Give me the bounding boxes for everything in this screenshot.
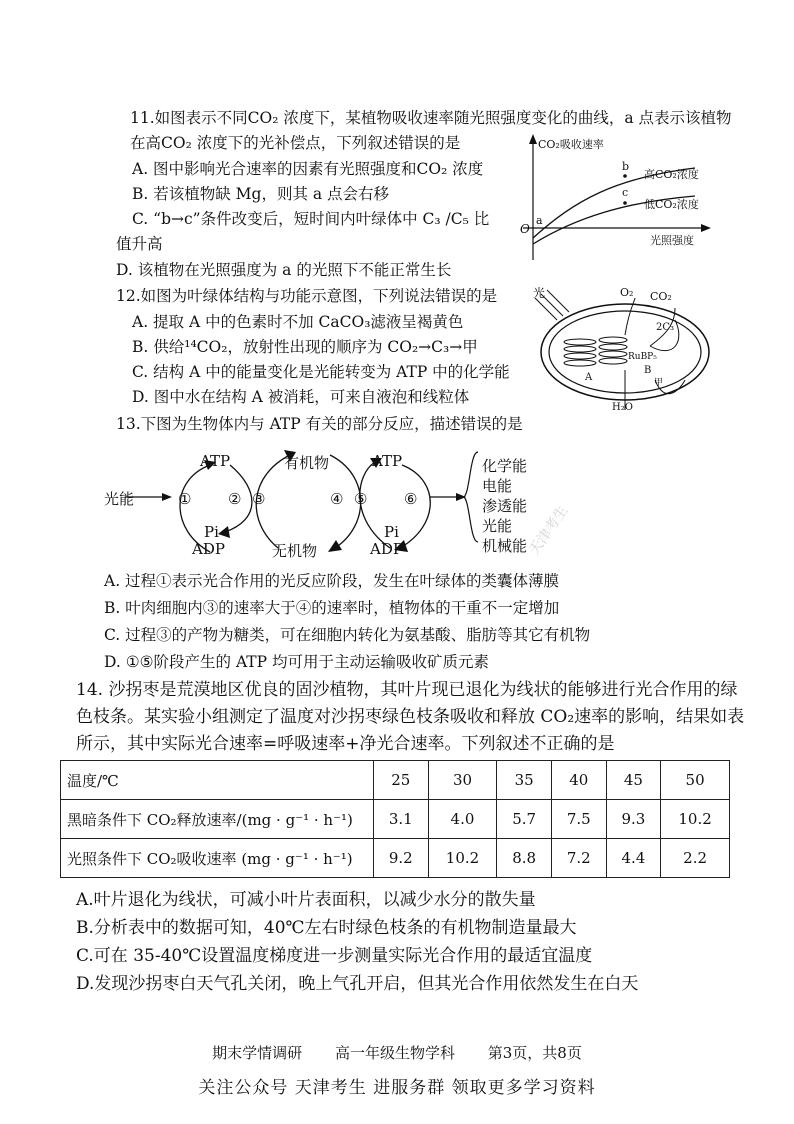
- energy-electric: 电能: [482, 477, 513, 495]
- q12-stem: 12.如图为叶绿体结构与功能示意图，下列说法错误的是: [116, 287, 498, 305]
- temperature-co2-table: [60, 760, 730, 878]
- graph-point-b: b: [622, 160, 630, 173]
- promo-text: 关注公众号 天津考生 进服务群 领取更多学习资料: [198, 1078, 596, 1098]
- diagram-h2o-label: H₂O: [612, 402, 633, 413]
- q13-option-d: D. ①⑤阶段产生的 ATP 均可用于主动运输吸收矿质元素: [104, 653, 489, 671]
- inorganic-label: 无机物: [272, 542, 318, 560]
- table-cell: 2.2: [661, 839, 730, 878]
- table-cell: 10.2: [661, 800, 730, 839]
- table-cell: 7.5: [551, 800, 606, 839]
- adp-label-1: ADP: [192, 540, 225, 558]
- table-header-cell: 25: [374, 761, 429, 800]
- q14-stem-line1: 14. 沙拐枣是荒漠地区优良的固沙植物，其叶片现已退化为线状的能够进行光合作用的绿: [76, 680, 738, 700]
- footer-page-number: 第3页，共8页: [487, 1044, 582, 1062]
- organic-label: 有机物: [284, 454, 330, 472]
- q12-option-a: A. 提取 A 中的色素时不加 CaCO₃滤液呈褐黄色: [132, 313, 464, 331]
- graph-origin: O: [520, 222, 530, 236]
- table-row: [61, 800, 730, 839]
- atp-label-1: ATP: [200, 452, 231, 470]
- table-row: [61, 839, 730, 878]
- diagram-jia-label: 甲: [654, 378, 664, 388]
- q13-option-b: B. 叶肉细胞内③的速率大于④的速率时，植物体的干重不一定增加: [104, 599, 560, 617]
- q11-stem-line1: 11.如图表示不同CO₂ 浓度下，某植物吸收速率随光照强度变化的曲线，a 点表示该植物: [130, 109, 732, 127]
- table-cell: 10.2: [428, 839, 497, 878]
- graph-ylabel: CO₂吸收速率: [538, 138, 604, 151]
- diagram-a-label: A: [585, 372, 593, 383]
- q13-option-c: C. 过程③的产物为糖类，可在细胞内转化为氨基酸、脂肪等其它有机物: [104, 626, 591, 644]
- page-footer: [0, 1042, 794, 1063]
- table-header-cell: 45: [606, 761, 661, 800]
- watermark: 天津考生: [526, 503, 572, 559]
- graph-label-low: 低CO₂浓度: [644, 198, 699, 211]
- energy-light: 光能: [482, 517, 513, 535]
- adp-label-2: ADP: [370, 540, 403, 558]
- q12-option-c: C. 结构 A 中的能量变化是光能转变为 ATP 中的化学能: [132, 363, 510, 381]
- table-row-label: 光照条件下 CO₂吸收速率 (mg · g⁻¹ · h⁻¹): [61, 839, 374, 878]
- chloroplast-diagram: [525, 280, 715, 420]
- table-header-cell: 30: [428, 761, 497, 800]
- graph-label-high: 高CO₂浓度: [644, 168, 699, 181]
- diagram-co2-label: CO₂: [650, 290, 672, 303]
- q13-option-a: A. 过程①表示光合作用的光反应阶段，发生在叶绿体的类囊体薄膜: [104, 572, 560, 590]
- diagram-light-label: 光: [533, 286, 546, 300]
- q11-stem-line2: 在高CO₂ 浓度下的光补偿点，下列叙述错误的是: [130, 134, 461, 152]
- table-cell: 5.7: [497, 800, 552, 839]
- table-header-cell: 40: [551, 761, 606, 800]
- q14-option-a: A.叶片退化为线状，可减小叶片表面积，以减少水分的散失量: [76, 890, 536, 910]
- table-cell: 9.3: [606, 800, 661, 839]
- energy-chemical: 化学能: [482, 457, 528, 475]
- graph-xlabel: 光照强度: [650, 234, 694, 247]
- atp-label-2: ATP: [372, 452, 403, 470]
- step-2: ②: [228, 490, 242, 508]
- light-energy-label: 光能: [104, 490, 135, 508]
- step-3: ③: [252, 490, 266, 508]
- q14-option-c: C.可在 35-40℃设置温度梯度进一步测量实际光合作用的最适宜温度: [76, 946, 593, 966]
- table-cell: 3.1: [374, 800, 429, 839]
- q11-option-b: B. 若该植物缺 Mg，则其 a 点会右移: [132, 185, 390, 203]
- table-header-cell: 50: [661, 761, 730, 800]
- table-cell: 8.8: [497, 839, 552, 878]
- step-4: ④: [330, 490, 344, 508]
- q11-option-d: D. 该植物在光照强度为 a 的光照下不能正常生长: [116, 261, 452, 279]
- graph-point-c: c: [622, 186, 629, 199]
- q12-option-d: D. 图中水在结构 A 被消耗，可来自液泡和线粒体: [132, 388, 470, 406]
- footer-subject: 高一年级生物学科: [334, 1044, 455, 1062]
- table-cell: 7.2: [551, 839, 606, 878]
- q12-option-b: B. 供给¹⁴CO₂，放射性出现的顺序为 CO₂→C₃→甲: [132, 338, 478, 356]
- energy-osmotic: 渗透能: [482, 497, 528, 515]
- q14-stem-line2: 色枝条。某实验小组测定了温度对沙拐枣绿色枝条吸收和释放 CO₂速率的影响，结果如表: [76, 707, 745, 727]
- graph-point-a: a: [536, 214, 543, 227]
- q11-option-c: C. “b→c”条件改变后，短时间内叶绿体中 C₃ /C₅ 比: [132, 210, 490, 228]
- table-header-cell: 35: [497, 761, 552, 800]
- pi-label-1: Pi: [204, 523, 219, 541]
- step-1: ①: [178, 490, 192, 508]
- table-header-row: [61, 761, 730, 800]
- step-5: ⑤: [354, 490, 368, 508]
- q14-option-d: D.发现沙拐枣白天气孔关闭，晚上气孔开启，但其光合作用依然发生在白天: [76, 974, 639, 994]
- table-row-label: 黑暗条件下 CO₂释放速率/(mg · g⁻¹ · h⁻¹): [61, 800, 374, 839]
- table-cell: 4.4: [606, 839, 661, 878]
- table-cell: 4.0: [428, 800, 497, 839]
- diagram-b-label: B: [644, 365, 652, 376]
- energy-mechanical: 机械能: [482, 537, 528, 555]
- diagram-2c3-label: 2C₃: [656, 322, 675, 333]
- table-header-cell: 温度/℃: [61, 761, 374, 800]
- step-6: ⑥: [404, 490, 418, 508]
- table-cell: 9.2: [374, 839, 429, 878]
- q11-option-a: A. 图中影响光合速率的因素有光照强度和CO₂ 浓度: [132, 160, 484, 178]
- q14-option-b: B.分析表中的数据可知，40℃左右时绿色枝条的有机物制造量最大: [76, 918, 577, 938]
- diagram-rubp-label: RuBP₅: [628, 352, 657, 362]
- q13-stem: 13.下图为生物体内与 ATP 有关的部分反应，描述错误的是: [116, 415, 523, 433]
- footer-exam-name: 期末学情调研: [212, 1044, 303, 1062]
- pi-label-2: Pi: [384, 523, 399, 541]
- diagram-o2-label: O₂: [620, 286, 634, 299]
- q11-option-c-cont: 值升高: [116, 235, 163, 253]
- q14-stem-line3: 所示，其中实际光合速率=呼吸速率+净光合速率。下列叙述不正确的是: [76, 734, 615, 754]
